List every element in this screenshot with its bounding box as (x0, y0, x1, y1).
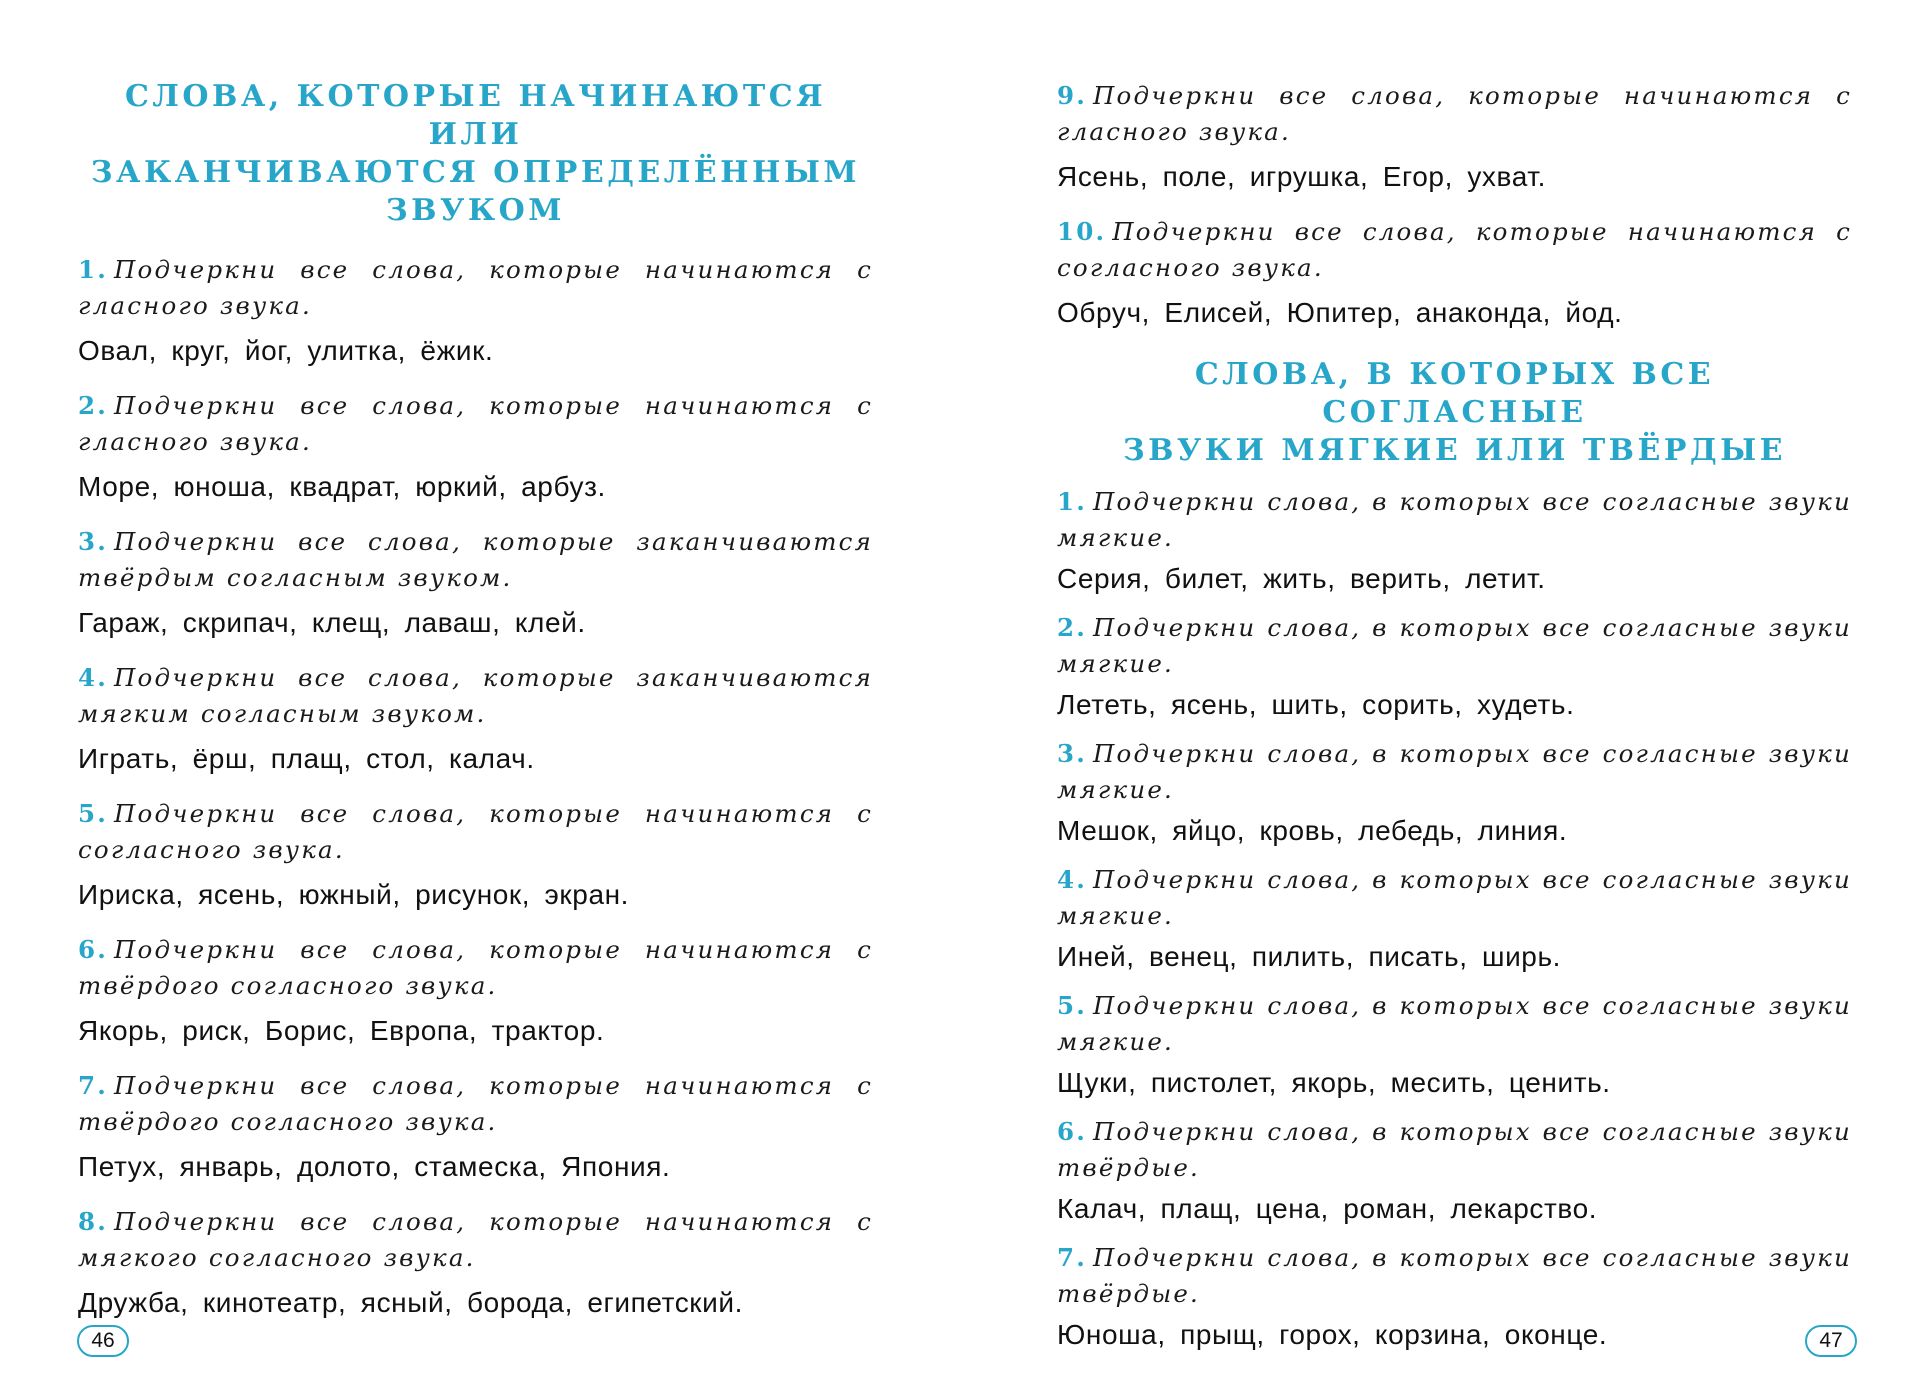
task-question (78, 388, 873, 460)
task-instruction: Подчеркни слова, в которых все согласные звуки мягкие. (1057, 487, 1852, 552)
task-question (1057, 862, 1852, 934)
section-heading-soft-hard-consonants (1057, 356, 1852, 470)
task-word-list: Петух, январь, долото, стамеска, Япония. (78, 1151, 671, 1182)
task-question (78, 524, 873, 596)
task-5 (78, 796, 873, 912)
task-word-list: Мешок, яйцо, кровь, лебедь, линия. (1057, 815, 1568, 846)
task-number: 7. (78, 1071, 108, 1100)
task-question (1057, 988, 1852, 1060)
task-10 (1057, 214, 1852, 330)
heading-line: СЛОВА, КОТОРЫЕ НАЧИНАЮТСЯ ИЛИ (124, 79, 827, 152)
task-number: 2. (78, 391, 108, 420)
task-word-list: Дружба, кинотеатр, ясный, борода, египетский. (78, 1287, 744, 1318)
task-instruction: Подчеркни все слова, которые начинаются с твёрдого согласного звука. (78, 1071, 873, 1136)
task-6 (78, 932, 873, 1048)
left-column (78, 78, 873, 1340)
task-1 (78, 252, 873, 368)
task-question (1057, 214, 1852, 286)
task-instruction: Подчеркни слова, в которых все согласные звуки мягкие. (1057, 865, 1852, 930)
task-question (1057, 1114, 1852, 1186)
task-number: 10. (1057, 217, 1107, 246)
page-number: 47 (1805, 1325, 1857, 1357)
section-heading-start-end-sounds (78, 78, 873, 230)
task-r5 (1057, 988, 1852, 1100)
task-instruction: Подчеркни слова, в которых все согласные звуки твёрдые. (1057, 1117, 1852, 1182)
task-instruction: Подчеркни слова, в которых все согласные звуки мягкие. (1057, 991, 1852, 1056)
task-instruction: Подчеркни все слова, которые начинаются с согласного звука. (78, 799, 873, 864)
task-number: 4. (78, 663, 108, 692)
task-word-list: Юноша, прыщ, горох, корзина, оконце. (1057, 1319, 1608, 1350)
task-word-list: Ясень, поле, игрушка, Егор, ухват. (1057, 161, 1546, 192)
task-7 (78, 1068, 873, 1184)
task-word-list: Щуки, пистолет, якорь, месить, ценить. (1057, 1067, 1611, 1098)
task-instruction: Подчеркни слова, в которых все согласные звуки твёрдые. (1057, 1243, 1852, 1308)
heading-line: ЗВУКИ МЯГКИЕ ИЛИ ТВЁРДЫЕ (1122, 433, 1787, 468)
task-word-list: Лететь, ясень, шить, сорить, худеть. (1057, 689, 1575, 720)
task-instruction: Подчеркни все слова, которые начинаются с твёрдого согласного звука. (78, 935, 873, 1000)
task-word-list: Ириска, ясень, южный, рисунок, экран. (78, 879, 630, 910)
right-page (957, 0, 1914, 1388)
task-instruction: Подчеркни слова, в которых все согласные звуки мягкие. (1057, 739, 1852, 804)
task-word-list: Серия, билет, жить, верить, летит. (1057, 563, 1546, 594)
task-number: 2. (1057, 613, 1087, 642)
task-r4 (1057, 862, 1852, 974)
task-instruction: Подчеркни все слова, которые заканчиваются твёрдым согласным звуком. (78, 527, 873, 592)
task-word-list: Овал, круг, йог, улитка, ёжик. (78, 335, 494, 366)
task-number: 1. (1057, 487, 1087, 516)
heading-line: СЛОВА, В КОТОРЫХ ВСЕ СОГЛАСНЫЕ (1194, 357, 1715, 430)
task-question (78, 932, 873, 1004)
task-question (1057, 610, 1852, 682)
task-word-list: Калач, плащ, цена, роман, лекарство. (1057, 1193, 1598, 1224)
task-2 (78, 388, 873, 504)
task-question (78, 1068, 873, 1140)
task-instruction: Подчеркни все слова, которые начинаются с гласного звука. (78, 391, 873, 456)
task-word-list: Якорь, риск, Борис, Европа, трактор. (78, 1015, 605, 1046)
task-number: 4. (1057, 865, 1087, 894)
page-number: 46 (77, 1325, 129, 1357)
task-number: 8. (78, 1207, 108, 1236)
task-8 (78, 1204, 873, 1320)
task-instruction: Подчеркни все слова, которые начинаются с гласного звука. (78, 255, 873, 320)
task-question (1057, 1240, 1852, 1312)
task-number: 1. (78, 255, 108, 284)
task-question (78, 660, 873, 732)
task-4 (78, 660, 873, 776)
task-number: 9. (1057, 81, 1087, 110)
task-instruction: Подчеркни все слова, которые начинаются с гласного звука. (1057, 81, 1852, 146)
task-number: 6. (1057, 1117, 1087, 1146)
task-r1 (1057, 484, 1852, 596)
task-instruction: Подчеркни все слова, которые заканчиваются мягким согласным звуком. (78, 663, 873, 728)
task-number: 5. (1057, 991, 1087, 1020)
task-question (1057, 736, 1852, 808)
task-question (78, 1204, 873, 1276)
heading-line: ЗАКАНЧИВАЮТСЯ ОПРЕДЕЛЁННЫМ (90, 155, 861, 190)
task-number: 3. (78, 527, 108, 556)
task-number: 3. (1057, 739, 1087, 768)
task-word-list: Море, юноша, квадрат, юркий, арбуз. (78, 471, 606, 502)
task-number: 7. (1057, 1243, 1087, 1272)
task-instruction: Подчеркни все слова, которые начинаются с согласного звука. (1057, 217, 1852, 282)
task-instruction: Подчеркни слова, в которых все согласные звуки мягкие. (1057, 613, 1852, 678)
right-column (1057, 78, 1852, 1366)
task-word-list: Играть, ёрш, плащ, стол, калач. (78, 743, 535, 774)
task-word-list: Иней, венец, пилить, писать, ширь. (1057, 941, 1562, 972)
task-number: 5. (78, 799, 108, 828)
task-number: 6. (78, 935, 108, 964)
task-instruction: Подчеркни все слова, которые начинаются с мягкого согласного звука. (78, 1207, 873, 1272)
task-r7 (1057, 1240, 1852, 1352)
task-word-list: Обруч, Елисей, Юпитер, анаконда, йод. (1057, 297, 1623, 328)
task-r2 (1057, 610, 1852, 722)
task-9 (1057, 78, 1852, 194)
task-question (1057, 484, 1852, 556)
task-word-list: Гараж, скрипач, клещ, лаваш, клей. (78, 607, 586, 638)
task-r6 (1057, 1114, 1852, 1226)
task-question (78, 796, 873, 868)
task-question (1057, 78, 1852, 150)
task-question (78, 252, 873, 324)
heading-line: ЗВУКОМ (386, 193, 565, 228)
task-r3 (1057, 736, 1852, 848)
task-3 (78, 524, 873, 640)
